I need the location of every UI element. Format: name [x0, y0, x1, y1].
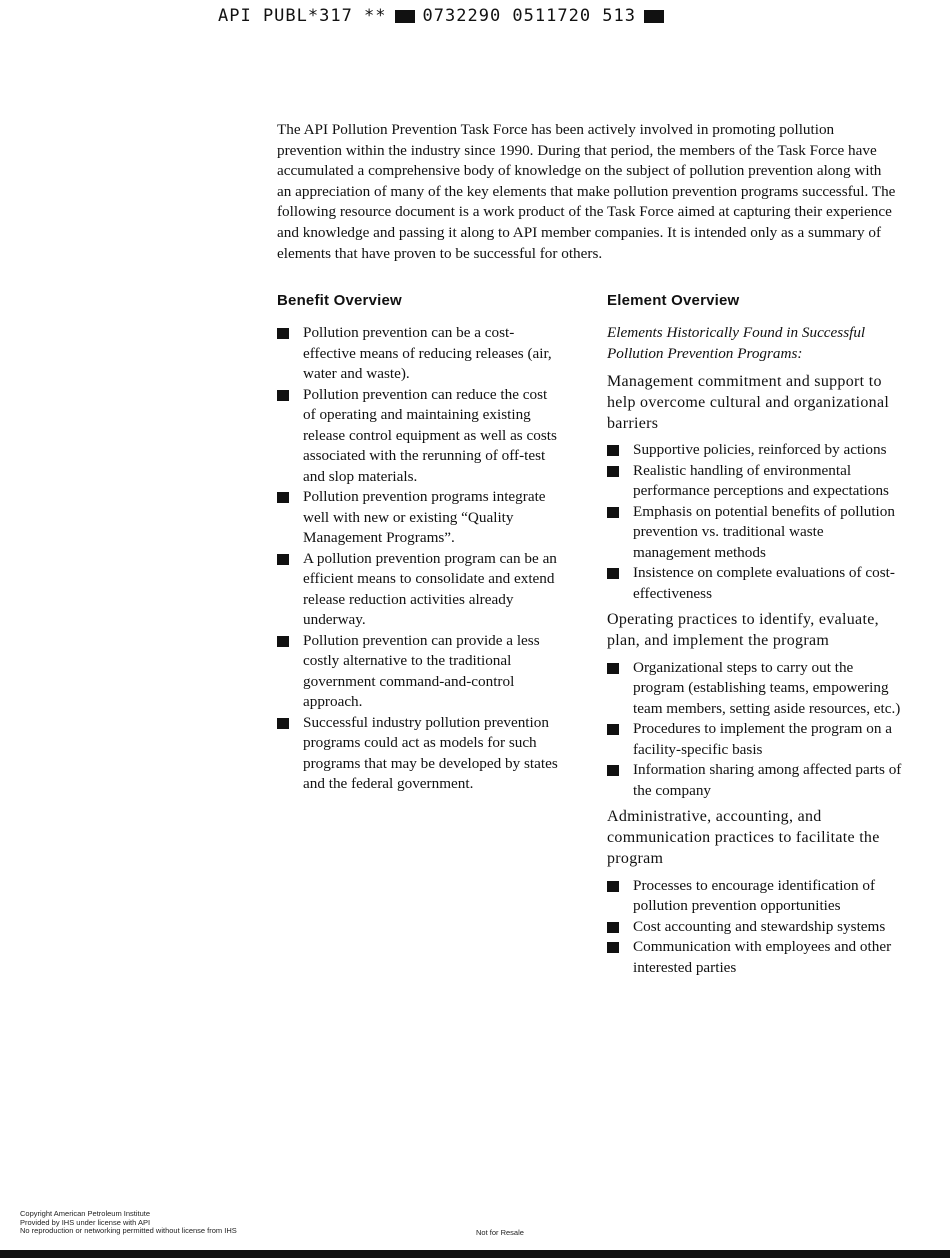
list-item: Cost accounting and stewardship systems	[607, 917, 902, 938]
list-item: Pollution prevention can provide a less costly alternative to the traditional government command-and-control approach.	[277, 631, 562, 713]
group-heading-operating: Operating practices to identify, evaluate, plan, and implement the program	[607, 611, 879, 650]
list-item: Emphasis on potential benefits of pollution prevention vs. traditional waste management methods	[607, 502, 902, 564]
copyright-footer	[20, 1210, 237, 1236]
scan-bottom-bar	[0, 1250, 950, 1258]
list-item: Successful industry pollution prevention programs could act as models for such programs that may be developed by states and the federal government.	[277, 713, 562, 795]
element-overview-subtitle: Elements Historically Found in Successful Pollution Prevention Programs:	[607, 324, 866, 362]
list-item: A pollution prevention program can be an efficient means to consolidate and extend release reduction activities already underway.	[277, 549, 562, 631]
document-code-header	[218, 6, 664, 26]
group-heading-administrative: Administrative, accounting, and communication practices to facilitate the program	[607, 808, 880, 868]
benefit-overview-title: Benefit Overview	[277, 292, 402, 309]
list-item: Pollution prevention programs integrate well with new or existing “Quality Management Programs”.	[277, 487, 562, 549]
black-block-icon	[395, 10, 415, 23]
intro-paragraph: The API Pollution Prevention Task Force has been actively involved in promoting pollution prevention within the industry since 1990. During that period, the members of the Task Force have accumulated a comprehensive body of knowledge on the subject of pollution prevention along with an appreciation of many of the key elements that make pollution prevention programs successful. The following resource document is a work product of the Task Force aimed at capturing their experience and knowledge and passing it along to API member companies. It is intended only as a summary of elements that have proven to be successful for others.	[277, 121, 896, 262]
list-item: Organizational steps to carry out the program (establishing teams, empowering team members, setting aside resources, etc.)	[607, 658, 902, 720]
benefit-list	[277, 323, 562, 795]
list-item: Supportive policies, reinforced by actions	[607, 440, 902, 461]
element-overview-title: Element Overview	[607, 292, 740, 309]
black-block-icon	[644, 10, 664, 23]
benefit-overview-section	[277, 292, 562, 795]
not-for-resale-label: Not for Resale	[476, 1228, 524, 1237]
group-heading-management: Management commitment and support to help overcome cultural and organizational barriers	[607, 373, 890, 432]
management-list	[607, 440, 902, 604]
operating-list	[607, 658, 902, 802]
list-item: Pollution prevention can be a cost-effective means of reducing releases (air, water and waste).	[277, 323, 562, 385]
administrative-list	[607, 876, 902, 979]
list-item: Realistic handling of environmental performance perceptions and expectations	[607, 461, 902, 502]
list-item: Pollution prevention can reduce the cost of operating and maintaining existing release control equipment as well as costs associated with the rerunning of off-test and slop materials.	[277, 385, 562, 488]
list-item: Information sharing among affected parts of the company	[607, 760, 902, 801]
footer-line: Provided by IHS under license with API	[20, 1217, 151, 1227]
list-item: Processes to encourage identification of pollution prevention opportunities	[607, 876, 902, 917]
code-part-1: API PUBL*317 **	[218, 6, 387, 26]
list-item: Insistence on complete evaluations of cost-effectiveness	[607, 563, 902, 604]
list-item: Communication with employees and other interested parties	[607, 937, 902, 978]
code-part-2: 0732290 0511720 513	[422, 6, 636, 26]
element-overview-section	[607, 292, 902, 980]
footer-line: No reproduction or networking permitted without license from IHS	[20, 1226, 237, 1235]
footer-line: Copyright American Petroleum Institute	[20, 1209, 151, 1218]
list-item: Procedures to implement the program on a facility-specific basis	[607, 719, 902, 760]
